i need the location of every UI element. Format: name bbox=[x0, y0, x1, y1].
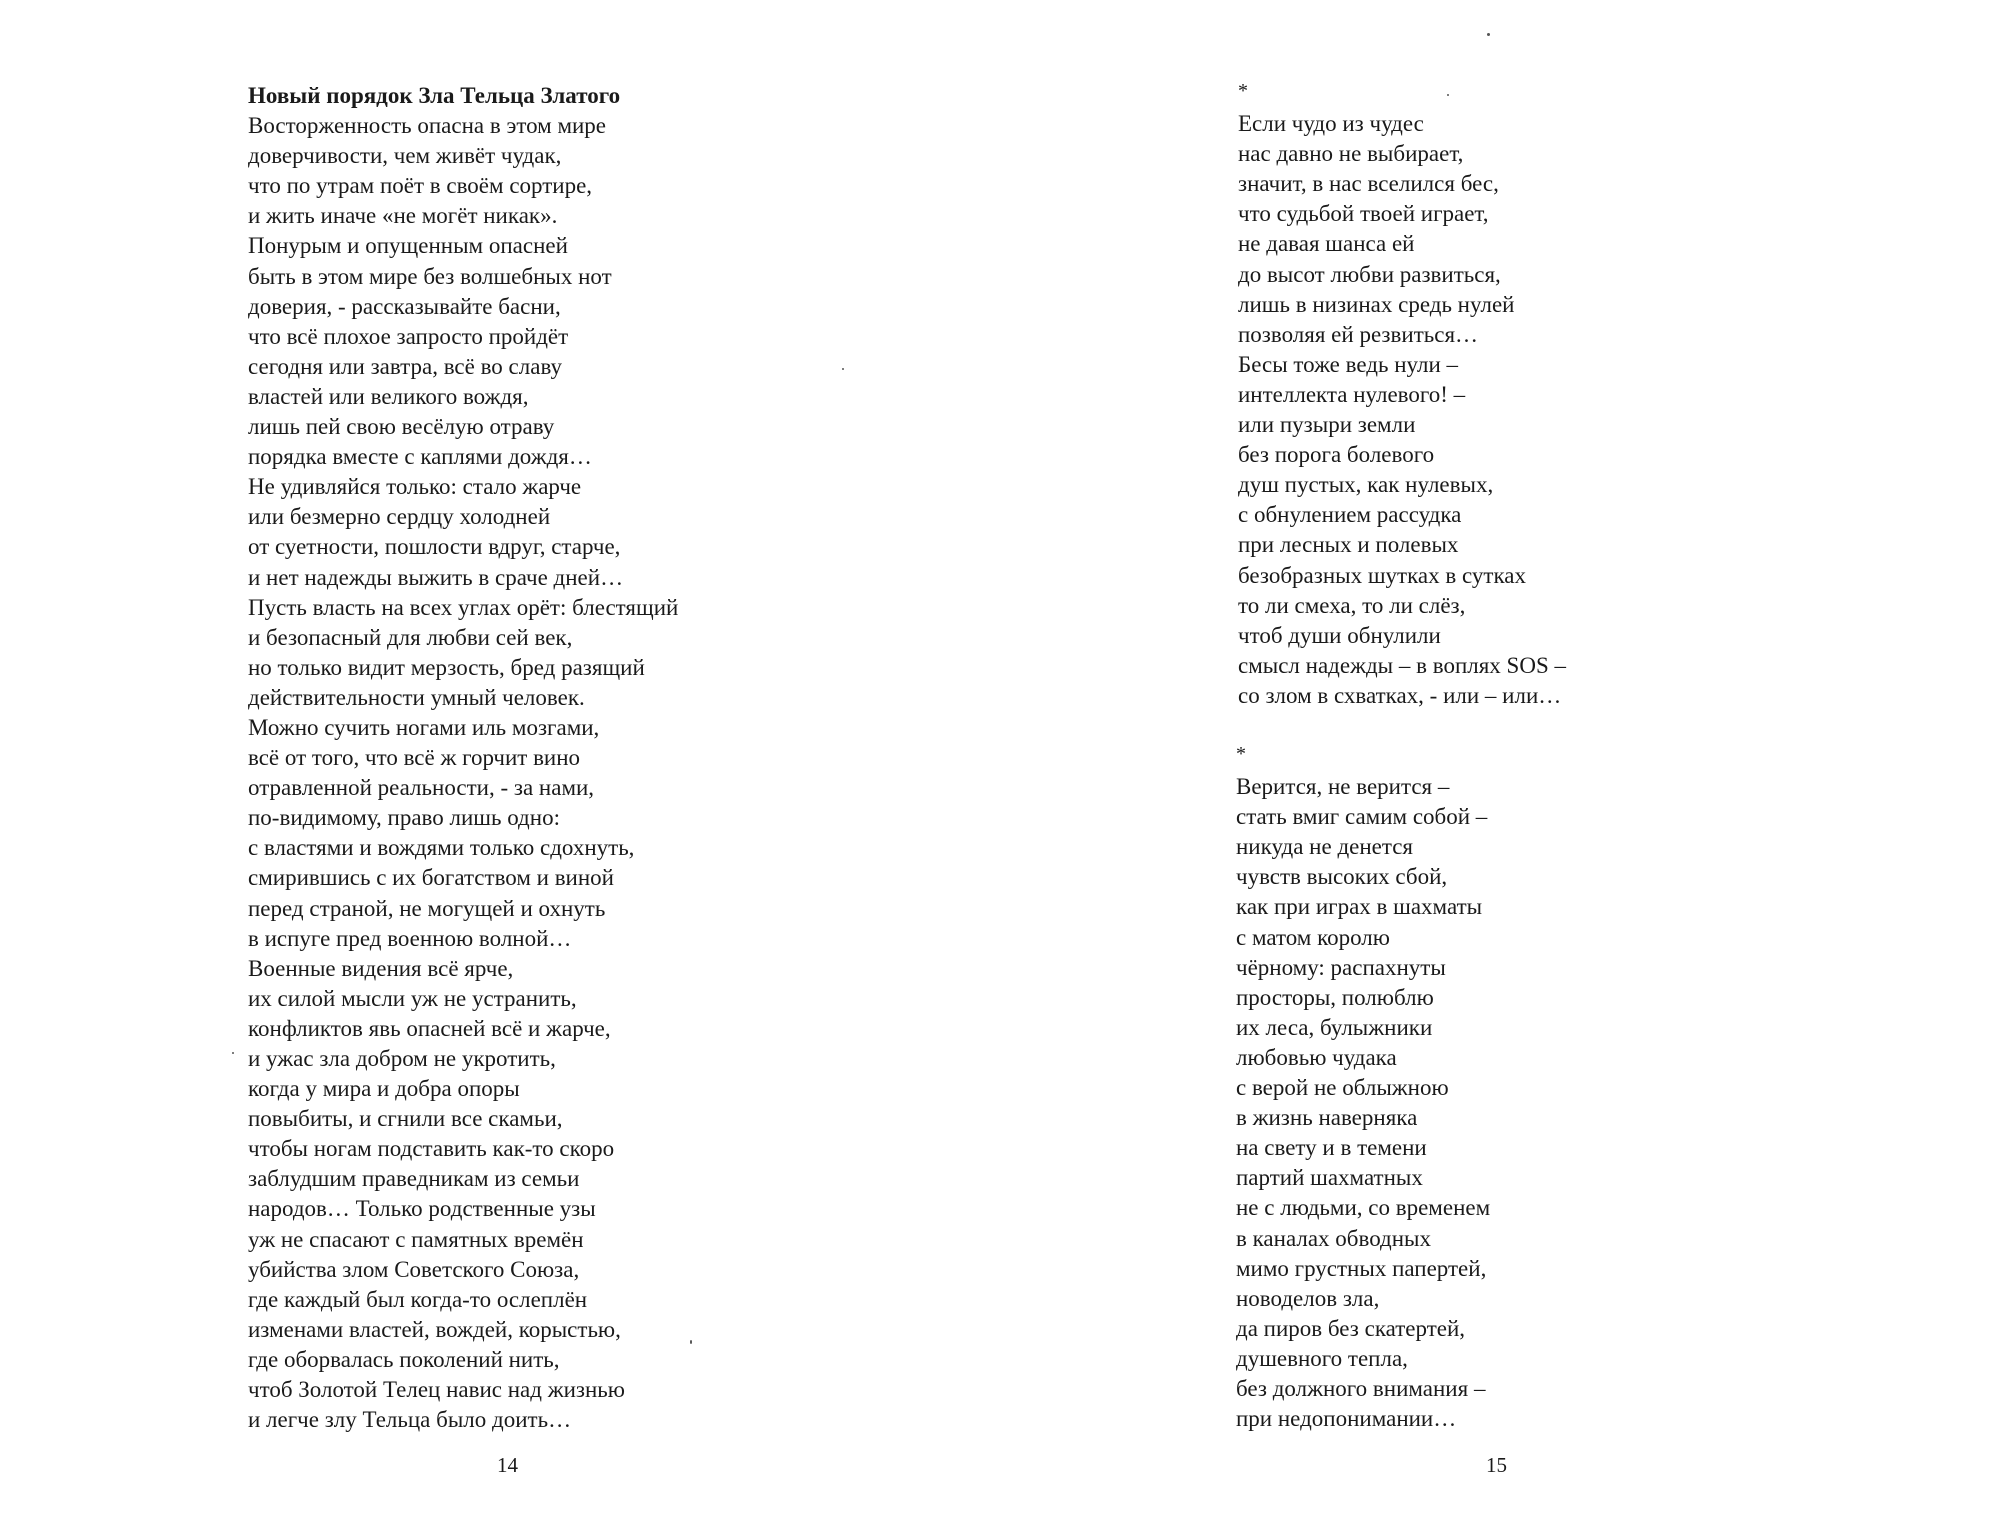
poem-line: с обнулением рассудка bbox=[1238, 502, 1462, 528]
poem-lines bbox=[1238, 109, 1566, 711]
poem-line: при недопонимании… bbox=[1236, 1406, 1457, 1432]
poem-line: повыбиты, и сгнили все скамьи, bbox=[248, 1106, 563, 1132]
poem-lines bbox=[248, 111, 678, 1435]
poem-line: с верой не облыжною bbox=[1236, 1075, 1449, 1101]
poem-line: стать вмиг самим собой – bbox=[1236, 804, 1488, 830]
poem-separator: * bbox=[1238, 80, 1248, 102]
poem-line: Верится, не верится – bbox=[1236, 774, 1450, 800]
poem-title: Новый порядок Зла Тельца Златого bbox=[248, 83, 621, 108]
poem-line: чтобы ногам подставить как-то скоро bbox=[248, 1136, 615, 1162]
poem-line: партий шахматных bbox=[1236, 1165, 1423, 1191]
poem-line: что по утрам поёт в своём сортире, bbox=[248, 173, 593, 199]
poem-separator: * bbox=[1236, 743, 1246, 765]
poem-line: до высот любви развиться, bbox=[1238, 261, 1501, 287]
poem-line: Если чудо из чудес bbox=[1238, 111, 1424, 137]
poem-line: Пусть власть на всех углах орёт: блестящий bbox=[248, 594, 679, 620]
poem-line: уж не спасают с памятных времён bbox=[248, 1226, 584, 1252]
poem-line: без должного внимания – bbox=[1236, 1375, 1486, 1401]
scan-speck bbox=[1447, 94, 1449, 96]
poem-line: что судьбой твоей играет, bbox=[1238, 201, 1489, 227]
poem-line: лишь в низинах средь нулей bbox=[1238, 291, 1515, 317]
poem-line: когда у мира и добра опоры bbox=[248, 1076, 520, 1102]
poem-line: перед страной, не могущей и охнуть bbox=[248, 895, 606, 921]
poem-lines bbox=[1236, 772, 1490, 1434]
poem-miracle bbox=[1238, 79, 1566, 711]
poem-line: как при играх в шахматы bbox=[1236, 894, 1483, 920]
poem-line: никуда не денется bbox=[1236, 834, 1413, 860]
poem-line: действительности умный человек. bbox=[248, 684, 585, 710]
poem-line: их леса, булыжники bbox=[1236, 1014, 1433, 1040]
poem-line: Бесы тоже ведь нули – bbox=[1238, 351, 1459, 377]
poem-line: то ли смеха, то ли слёз, bbox=[1238, 592, 1466, 618]
poem-line: новоделов зла, bbox=[1236, 1285, 1380, 1311]
scan-speck bbox=[232, 1052, 234, 1054]
poem-line: безобразных шутках в сутках bbox=[1238, 562, 1526, 588]
poem-line: в каналах обводных bbox=[1236, 1225, 1432, 1251]
poem-line: конфликтов явь опасней всё и жарче, bbox=[248, 1015, 611, 1041]
poem-believe bbox=[1236, 742, 1490, 1434]
poem-line: не давая шанса ей bbox=[1238, 231, 1415, 257]
poem-line: Военные видения всё ярче, bbox=[248, 955, 514, 981]
poem-line: и легче злу Тельца было доить… bbox=[248, 1407, 572, 1433]
poem-new-order bbox=[248, 81, 678, 1435]
poem-line: просторы, полюблю bbox=[1236, 984, 1434, 1010]
poem-line: душ пустых, как нулевых, bbox=[1238, 472, 1494, 498]
poem-line: при лесных и полевых bbox=[1238, 532, 1459, 558]
poem-line: чтоб души обнулили bbox=[1238, 622, 1441, 648]
poem-line: доверия, - рассказывайте басни, bbox=[248, 293, 561, 319]
poem-line: смысл надежды – в воплях SOS – bbox=[1238, 652, 1566, 678]
poem-line: значит, в нас вселился бес, bbox=[1238, 171, 1499, 197]
poem-line: чёрному: распахнуты bbox=[1236, 954, 1446, 980]
scan-speck bbox=[842, 368, 844, 370]
scan-speck bbox=[1487, 33, 1490, 36]
poem-line: где оборвалась поколений нить, bbox=[248, 1346, 560, 1372]
poem-line: доверчивости, чем живёт чудак, bbox=[248, 143, 562, 169]
poem-line: от суетности, пошлости вдруг, старче, bbox=[248, 534, 621, 560]
poem-line: отравленной реальности, - за нами, bbox=[248, 775, 595, 801]
poem-line: или безмерно сердцу холодней bbox=[248, 504, 551, 530]
poem-line: интеллекта нулевого! – bbox=[1238, 381, 1466, 407]
poem-line: заблудшим праведникам из семьи bbox=[248, 1166, 580, 1192]
page-number: 14 bbox=[497, 1453, 518, 1477]
poem-line: быть в этом мире без волшебных нот bbox=[248, 263, 612, 289]
poem-line: с матом королю bbox=[1236, 924, 1390, 950]
poem-line: мимо грустных папертей, bbox=[1236, 1255, 1487, 1281]
poem-line: любовью чудака bbox=[1236, 1044, 1397, 1070]
poem-line: и ужас зла добром не укротить, bbox=[248, 1046, 556, 1071]
poem-line: Можно сучить ногами иль мозгами, bbox=[248, 714, 600, 740]
poem-line: где каждый был когда-то ослеплён bbox=[248, 1286, 588, 1312]
poem-line: что всё плохое запросто пройдёт bbox=[248, 323, 569, 349]
poem-line: не с людьми, со временем bbox=[1236, 1195, 1491, 1221]
poem-line: да пиров без скатертей, bbox=[1236, 1315, 1466, 1341]
poem-line: на свету и в темени bbox=[1236, 1135, 1427, 1161]
poem-line: Понурым и опущенным опасней bbox=[248, 233, 568, 259]
poem-line: позволяя ей резвиться… bbox=[1238, 321, 1479, 347]
page-number: 15 bbox=[1486, 1453, 1507, 1477]
poem-line: и нет надежды выжить в сраче дней… bbox=[248, 564, 624, 590]
poem-line: порядка вместе с каплями дождя… bbox=[248, 444, 592, 470]
poem-line: по-видимому, право лишь одно: bbox=[248, 805, 560, 831]
right-page bbox=[1000, 0, 2000, 1517]
poem-line: и жить иначе «не могёт никак». bbox=[248, 203, 558, 229]
poem-line: со злом в схватках, - или – или… bbox=[1238, 682, 1562, 708]
poem-line: в испуге пред военною волной… bbox=[248, 925, 572, 951]
poem-line: в жизнь наверняка bbox=[1236, 1105, 1418, 1131]
poem-line: сегодня или завтра, всё во славу bbox=[248, 353, 563, 379]
scan-speck bbox=[690, 1340, 692, 1344]
poem-line: чувств высоких сбой, bbox=[1236, 864, 1448, 890]
poem-line: лишь пей свою весёлую отраву bbox=[248, 414, 555, 440]
poem-line: или пузыри земли bbox=[1238, 412, 1416, 438]
poem-line: властей или великого вождя, bbox=[248, 383, 529, 409]
poem-line: Восторженность опасна в этом мире bbox=[248, 113, 607, 139]
poem-line: душевного тепла, bbox=[1236, 1345, 1408, 1371]
poem-line: чтоб Золотой Телец навис над жизнью bbox=[248, 1377, 625, 1403]
poem-line: их силой мысли уж не устранить, bbox=[248, 985, 577, 1011]
poem-line: без порога болевого bbox=[1238, 442, 1435, 468]
poem-line: но только видит мерзость, бред разящий bbox=[248, 654, 645, 680]
poem-line: всё от того, что всё ж горчит вино bbox=[248, 745, 581, 771]
poem-line: народов… Только родственные узы bbox=[248, 1196, 596, 1222]
poem-line: смирившись с их богатством и виной bbox=[248, 865, 614, 891]
poem-line: и безопасный для любви сей век, bbox=[248, 624, 573, 650]
poem-line: Не удивляйся только: стало жарче bbox=[248, 474, 582, 500]
poem-line: изменами властей, вождей, корыстью, bbox=[248, 1316, 621, 1342]
poem-line: нас давно не выбирает, bbox=[1238, 141, 1464, 167]
poem-line: убийства злом Советского Союза, bbox=[248, 1256, 580, 1282]
poem-line: с властями и вождями только сдохнуть, bbox=[248, 835, 635, 861]
